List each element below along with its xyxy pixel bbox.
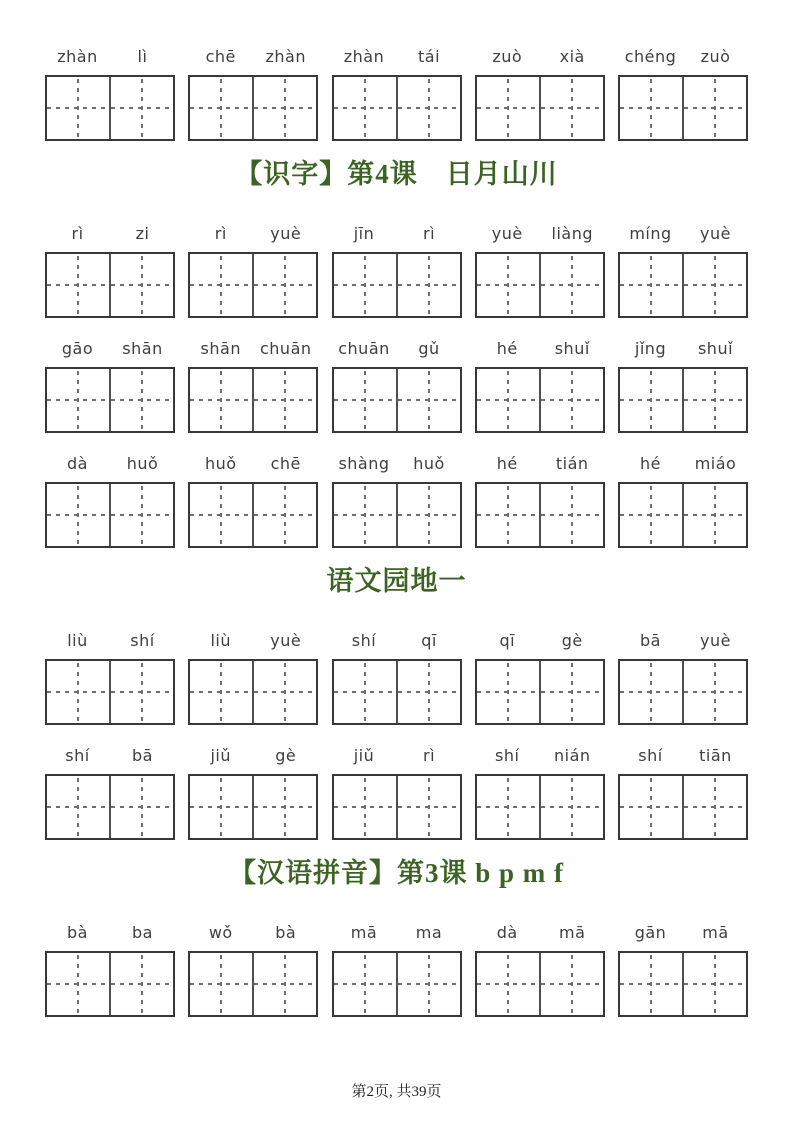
tianzi-cell xyxy=(682,369,746,431)
tianzi-cell xyxy=(190,953,252,1015)
pinyin-syllable: jīn xyxy=(353,224,375,243)
tianzi-cell xyxy=(47,254,109,316)
pinyin-syllable: tiān xyxy=(699,746,732,765)
pinyin-row xyxy=(45,225,748,318)
tianzi-cell xyxy=(477,77,539,139)
practice-box-pair xyxy=(188,75,318,141)
practice-group xyxy=(618,924,748,1017)
pinyin-labels xyxy=(618,924,748,941)
practice-group xyxy=(45,632,175,725)
pinyin-syllable: yuè xyxy=(700,631,731,650)
tianzi-cell xyxy=(620,953,682,1015)
pinyin-labels xyxy=(45,924,175,941)
practice-group xyxy=(332,225,462,318)
pinyin-labels xyxy=(618,747,748,764)
pinyin-syllable: huǒ xyxy=(204,454,237,473)
pinyin-labels xyxy=(45,632,175,649)
practice-box-pair xyxy=(332,659,462,725)
pinyin-syllable: dà xyxy=(67,454,88,473)
pinyin-syllable: wǒ xyxy=(208,923,233,942)
practice-group xyxy=(332,455,462,548)
tianzi-cell xyxy=(334,776,396,838)
practice-group xyxy=(475,48,605,141)
pinyin-syllable: zhàn xyxy=(57,47,98,66)
practice-box-pair xyxy=(475,774,605,840)
practice-group xyxy=(332,48,462,141)
pinyin-syllable: mā xyxy=(350,923,378,942)
practice-box-pair xyxy=(332,482,462,548)
practice-group xyxy=(618,632,748,725)
tianzi-cell xyxy=(682,484,746,546)
practice-group xyxy=(332,747,462,840)
pinyin-syllable: zhàn xyxy=(343,47,385,66)
pinyin-labels xyxy=(332,48,462,65)
tianzi-cell xyxy=(190,77,252,139)
tianzi-cell xyxy=(252,77,316,139)
practice-box-pair xyxy=(188,367,318,433)
tianzi-cell xyxy=(190,484,252,546)
tianzi-cell xyxy=(109,369,173,431)
tianzi-cell xyxy=(539,77,603,139)
pinyin-syllable: chuān xyxy=(259,339,312,358)
tianzi-cell xyxy=(539,953,603,1015)
practice-group xyxy=(45,747,175,840)
pinyin-syllable: shí xyxy=(65,746,90,765)
tianzi-cell xyxy=(396,369,460,431)
pinyin-labels xyxy=(188,48,318,65)
tianzi-cell xyxy=(620,77,682,139)
pinyin-labels xyxy=(45,747,175,764)
pinyin-syllable: zhàn xyxy=(265,47,306,66)
tianzi-cell xyxy=(252,776,316,838)
pinyin-labels xyxy=(475,48,605,65)
pinyin-syllable: gǔ xyxy=(418,339,440,358)
practice-box-pair xyxy=(618,659,748,725)
practice-box-pair xyxy=(45,659,175,725)
tianzi-cell xyxy=(620,661,682,723)
pinyin-labels xyxy=(475,747,605,764)
pinyin-syllable: liù xyxy=(67,631,88,650)
practice-group xyxy=(332,924,462,1017)
practice-box-pair xyxy=(188,951,318,1017)
tianzi-cell xyxy=(47,484,109,546)
pinyin-labels xyxy=(188,632,318,649)
practice-group xyxy=(475,632,605,725)
pinyin-labels xyxy=(475,455,605,472)
practice-box-pair xyxy=(45,482,175,548)
practice-box-pair xyxy=(618,367,748,433)
pinyin-labels xyxy=(618,632,748,649)
pinyin-labels xyxy=(332,924,462,941)
tianzi-cell xyxy=(109,953,173,1015)
pinyin-row xyxy=(45,340,748,433)
tianzi-cell xyxy=(396,953,460,1015)
pinyin-syllable: shí xyxy=(495,746,520,765)
section-heading: 【汉语拼音】第3课 b p m f xyxy=(228,858,564,888)
pinyin-syllable: zuò xyxy=(700,47,731,66)
tianzi-cell xyxy=(47,77,109,139)
practice-group xyxy=(332,340,462,433)
practice-box-pair xyxy=(332,774,462,840)
pinyin-syllable: rì xyxy=(422,746,436,765)
pinyin-labels xyxy=(332,455,462,472)
pinyin-labels xyxy=(45,48,175,65)
tianzi-cell xyxy=(682,77,746,139)
pinyin-syllable: míng xyxy=(629,224,672,243)
tianzi-cell xyxy=(109,77,173,139)
tianzi-cell xyxy=(252,484,316,546)
practice-group xyxy=(188,747,318,840)
pinyin-row xyxy=(45,48,748,141)
tianzi-cell xyxy=(539,254,603,316)
practice-group xyxy=(188,924,318,1017)
tianzi-cell xyxy=(682,254,746,316)
pinyin-labels xyxy=(332,747,462,764)
tianzi-cell xyxy=(190,661,252,723)
practice-group xyxy=(618,340,748,433)
practice-group xyxy=(45,225,175,318)
practice-group xyxy=(475,455,605,548)
pinyin-syllable: qī xyxy=(499,631,516,650)
pinyin-syllable: chéng xyxy=(624,47,677,66)
tianzi-cell xyxy=(396,254,460,316)
pinyin-syllable: ba xyxy=(132,923,153,942)
practice-box-pair xyxy=(45,252,175,318)
pinyin-syllable: shuǐ xyxy=(554,339,590,358)
pinyin-labels xyxy=(332,340,462,357)
tianzi-cell xyxy=(539,484,603,546)
practice-group xyxy=(618,48,748,141)
tianzi-cell xyxy=(109,254,173,316)
tianzi-cell xyxy=(47,661,109,723)
pinyin-syllable: shí xyxy=(351,631,377,650)
tianzi-cell xyxy=(396,661,460,723)
pinyin-syllable: huǒ xyxy=(126,454,159,473)
practice-group xyxy=(618,747,748,840)
pinyin-syllable: shān xyxy=(200,339,241,358)
practice-box-pair xyxy=(45,367,175,433)
practice-group xyxy=(188,340,318,433)
pinyin-syllable: shān xyxy=(122,339,163,358)
pinyin-labels xyxy=(475,924,605,941)
practice-group xyxy=(45,340,175,433)
practice-box-pair xyxy=(45,774,175,840)
pinyin-labels xyxy=(332,225,462,242)
pinyin-labels xyxy=(188,455,318,472)
pinyin-syllable: rì xyxy=(422,224,436,243)
pinyin-syllable: tái xyxy=(417,47,441,66)
pinyin-row xyxy=(45,632,748,725)
pinyin-syllable: gān xyxy=(634,923,667,942)
practice-box-pair xyxy=(332,252,462,318)
tianzi-cell xyxy=(190,369,252,431)
practice-box-pair xyxy=(618,75,748,141)
pinyin-syllable: hé xyxy=(496,339,518,358)
pinyin-labels xyxy=(188,340,318,357)
practice-group xyxy=(475,924,605,1017)
tianzi-cell xyxy=(109,661,173,723)
pinyin-labels xyxy=(332,632,462,649)
practice-group xyxy=(45,48,175,141)
practice-box-pair xyxy=(475,951,605,1017)
practice-box-pair xyxy=(618,482,748,548)
pinyin-labels xyxy=(475,340,605,357)
pinyin-labels xyxy=(618,340,748,357)
pinyin-syllable: xià xyxy=(559,47,585,66)
pinyin-syllable: liàng xyxy=(551,224,593,243)
practice-box-pair xyxy=(332,951,462,1017)
tianzi-cell xyxy=(477,953,539,1015)
pinyin-syllable: jiǔ xyxy=(210,746,232,765)
practice-box-pair xyxy=(475,482,605,548)
practice-group xyxy=(475,747,605,840)
pinyin-syllable: bā xyxy=(132,746,153,765)
pinyin-syllable: gè xyxy=(275,746,297,765)
pinyin-syllable: bā xyxy=(640,631,661,650)
practice-box-pair xyxy=(332,367,462,433)
pinyin-syllable: bà xyxy=(275,923,297,942)
tianzi-cell xyxy=(682,661,746,723)
tianzi-cell xyxy=(620,776,682,838)
tianzi-cell xyxy=(252,254,316,316)
pinyin-labels xyxy=(188,924,318,941)
tianzi-cell xyxy=(109,484,173,546)
pinyin-syllable: chē xyxy=(270,454,301,473)
tianzi-cell xyxy=(477,661,539,723)
tianzi-cell xyxy=(252,953,316,1015)
pinyin-labels xyxy=(475,225,605,242)
practice-box-pair xyxy=(618,951,748,1017)
tianzi-cell xyxy=(47,776,109,838)
pinyin-labels xyxy=(45,340,175,357)
practice-group xyxy=(618,225,748,318)
pinyin-syllable: chuān xyxy=(338,339,390,358)
practice-group xyxy=(45,455,175,548)
tianzi-cell xyxy=(477,254,539,316)
tianzi-cell xyxy=(477,369,539,431)
tianzi-cell xyxy=(47,953,109,1015)
pinyin-row xyxy=(45,747,748,840)
tianzi-cell xyxy=(396,77,460,139)
tianzi-cell xyxy=(190,254,252,316)
tianzi-cell xyxy=(109,776,173,838)
worksheet-content xyxy=(45,48,748,1017)
practice-group xyxy=(188,48,318,141)
pinyin-syllable: nián xyxy=(553,746,591,765)
practice-box-pair xyxy=(332,75,462,141)
practice-group xyxy=(188,225,318,318)
section-heading: 【识字】第4课 日月山川 xyxy=(235,159,558,189)
pinyin-syllable: chē xyxy=(205,47,236,66)
pinyin-syllable: dà xyxy=(496,923,518,942)
pinyin-syllable: gāo xyxy=(61,339,94,358)
tianzi-cell xyxy=(334,661,396,723)
pinyin-labels xyxy=(45,455,175,472)
pinyin-syllable: lì xyxy=(137,47,148,66)
tianzi-cell xyxy=(396,484,460,546)
pinyin-labels xyxy=(45,225,175,242)
tianzi-cell xyxy=(682,776,746,838)
tianzi-cell xyxy=(620,254,682,316)
tianzi-cell xyxy=(47,369,109,431)
tianzi-cell xyxy=(477,484,539,546)
practice-box-pair xyxy=(475,252,605,318)
practice-group xyxy=(475,225,605,318)
pinyin-labels xyxy=(618,48,748,65)
practice-box-pair xyxy=(188,252,318,318)
pinyin-syllable: rì xyxy=(71,224,84,243)
pinyin-labels xyxy=(618,455,748,472)
pinyin-syllable: gè xyxy=(561,631,583,650)
pinyin-syllable: mā xyxy=(702,923,729,942)
tianzi-cell xyxy=(334,254,396,316)
tianzi-cell xyxy=(190,776,252,838)
tianzi-cell xyxy=(539,776,603,838)
tianzi-cell xyxy=(539,369,603,431)
tianzi-cell xyxy=(539,661,603,723)
pinyin-syllable: rì xyxy=(214,224,227,243)
practice-group xyxy=(188,632,318,725)
practice-box-pair xyxy=(188,774,318,840)
pinyin-labels xyxy=(618,225,748,242)
pinyin-syllable: yuè xyxy=(270,224,302,243)
pinyin-syllable: qī xyxy=(421,631,437,650)
pinyin-labels xyxy=(188,225,318,242)
pinyin-syllable: yuè xyxy=(270,631,302,650)
pinyin-syllable: liù xyxy=(210,631,232,650)
practice-group xyxy=(332,632,462,725)
pinyin-syllable: shí xyxy=(638,746,663,765)
practice-box-pair xyxy=(618,252,748,318)
practice-group xyxy=(45,924,175,1017)
tianzi-cell xyxy=(252,369,316,431)
pinyin-syllable: huǒ xyxy=(413,454,445,473)
pinyin-syllable: jǐng xyxy=(634,339,667,358)
pinyin-syllable: shí xyxy=(130,631,155,650)
page-number: 第2页, 共39页 xyxy=(351,1084,442,1100)
pinyin-syllable: mā xyxy=(559,923,586,942)
pinyin-syllable: bà xyxy=(67,923,88,942)
practice-box-pair xyxy=(188,659,318,725)
pinyin-labels xyxy=(188,747,318,764)
tianzi-cell xyxy=(620,484,682,546)
tianzi-cell xyxy=(334,77,396,139)
tianzi-cell xyxy=(334,369,396,431)
pinyin-syllable: jiǔ xyxy=(353,746,375,765)
pinyin-syllable: miáo xyxy=(694,454,737,473)
practice-box-pair xyxy=(45,951,175,1017)
practice-group xyxy=(618,455,748,548)
practice-box-pair xyxy=(475,659,605,725)
tianzi-cell xyxy=(252,661,316,723)
pinyin-syllable: yuè xyxy=(491,224,523,243)
tianzi-cell xyxy=(477,776,539,838)
pinyin-syllable: hé xyxy=(640,454,661,473)
pinyin-syllable: hé xyxy=(496,454,518,473)
pinyin-syllable: ma xyxy=(415,923,443,942)
pinyin-syllable: zuò xyxy=(492,47,523,66)
tianzi-cell xyxy=(334,953,396,1015)
pinyin-syllable: yuè xyxy=(700,224,731,243)
tianzi-cell xyxy=(682,953,746,1015)
practice-box-pair xyxy=(475,75,605,141)
pinyin-row xyxy=(45,455,748,548)
tianzi-cell xyxy=(620,369,682,431)
pinyin-row xyxy=(45,924,748,1017)
pinyin-labels xyxy=(475,632,605,649)
pinyin-syllable: shàng xyxy=(338,454,390,473)
tianzi-cell xyxy=(396,776,460,838)
pinyin-syllable: tián xyxy=(555,454,589,473)
practice-box-pair xyxy=(618,774,748,840)
pinyin-syllable: zi xyxy=(135,224,150,243)
practice-box-pair xyxy=(475,367,605,433)
tianzi-cell xyxy=(334,484,396,546)
section-heading: 语文园地一 xyxy=(326,566,467,596)
practice-group xyxy=(188,455,318,548)
practice-box-pair xyxy=(188,482,318,548)
practice-box-pair xyxy=(45,75,175,141)
pinyin-syllable: shuǐ xyxy=(697,339,734,358)
practice-group xyxy=(475,340,605,433)
